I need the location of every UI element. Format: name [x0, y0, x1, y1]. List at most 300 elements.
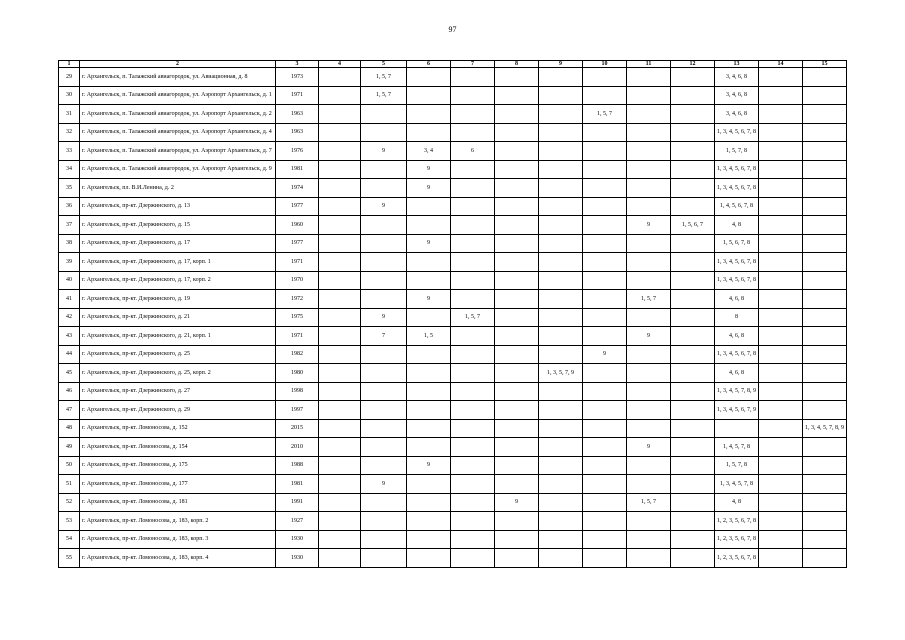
- table-cell: [407, 475, 451, 494]
- column-header-5: 5: [361, 61, 407, 68]
- table-cell: [671, 197, 715, 216]
- table-cell: [539, 271, 583, 290]
- table-cell: 9: [627, 327, 671, 346]
- table-cell: [627, 382, 671, 401]
- table-cell: [583, 197, 627, 216]
- year-cell: 1973: [276, 68, 319, 87]
- table-cell: [451, 549, 495, 568]
- table-cell: [495, 68, 539, 87]
- row-number-cell: 51: [59, 475, 80, 494]
- table-cell: 1, 3, 4, 5, 7, 8, 9: [715, 382, 759, 401]
- table-cell: [627, 475, 671, 494]
- year-cell: 1998: [276, 382, 319, 401]
- table-cell: [319, 105, 361, 124]
- table-cell: [361, 179, 407, 198]
- address-cell: г. Архангельск, п. Талажский авиагородок, ул. Аэропорт Архангельск, д. 9: [80, 160, 276, 179]
- table-cell: 9: [361, 142, 407, 161]
- table-cell: 1, 3, 4, 5, 6, 7, 8: [715, 123, 759, 142]
- table-cell: [407, 438, 451, 457]
- table-cell: [539, 327, 583, 346]
- table-cell: [759, 290, 803, 309]
- row-number-cell: 30: [59, 86, 80, 105]
- table-row: [59, 105, 847, 124]
- table-cell: [319, 456, 361, 475]
- table-cell: [319, 512, 361, 531]
- table-cell: 3, 4: [407, 142, 451, 161]
- table-cell: [671, 179, 715, 198]
- address-cell: г. Архангельск, пр-кт. Ломоносова, д. 183, корп. 2: [80, 512, 276, 531]
- table-cell: [803, 253, 847, 272]
- table-cell: [627, 512, 671, 531]
- table-cell: [539, 86, 583, 105]
- column-header-9: 9: [539, 61, 583, 68]
- table-cell: [319, 197, 361, 216]
- table-cell: [539, 438, 583, 457]
- table-cell: [583, 234, 627, 253]
- table-cell: [407, 345, 451, 364]
- table-cell: [451, 475, 495, 494]
- table-cell: [671, 234, 715, 253]
- table-cell: [407, 530, 451, 549]
- table-cell: [759, 475, 803, 494]
- column-header-15: 15: [803, 61, 847, 68]
- table-cell: [451, 86, 495, 105]
- table-cell: [759, 123, 803, 142]
- row-number-cell: 40: [59, 271, 80, 290]
- table-cell: [319, 68, 361, 87]
- table-cell: [319, 364, 361, 383]
- table-cell: [803, 549, 847, 568]
- table-cell: [759, 68, 803, 87]
- table-cell: [407, 419, 451, 438]
- table-cell: [583, 382, 627, 401]
- table-cell: [495, 86, 539, 105]
- table-cell: [539, 290, 583, 309]
- table-cell: [627, 271, 671, 290]
- table-cell: [583, 549, 627, 568]
- table-cell: [319, 382, 361, 401]
- table-cell: [539, 475, 583, 494]
- table-row: [59, 160, 847, 179]
- table-row: [59, 364, 847, 383]
- table-cell: [319, 327, 361, 346]
- table-cell: [803, 216, 847, 235]
- table-cell: [627, 160, 671, 179]
- table-cell: [715, 419, 759, 438]
- address-cell: г. Архангельск, п. Талажский авиагородок, ул. Аэропорт Архангельск, д. 4: [80, 123, 276, 142]
- table-cell: [361, 438, 407, 457]
- table-cell: [803, 493, 847, 512]
- table-cell: [495, 549, 539, 568]
- table-cell: [627, 253, 671, 272]
- table-cell: [627, 530, 671, 549]
- table-cell: [407, 512, 451, 531]
- table-cell: [759, 160, 803, 179]
- table-row: [59, 345, 847, 364]
- table-cell: [451, 364, 495, 383]
- table-cell: [539, 197, 583, 216]
- table-cell: [539, 308, 583, 327]
- table-cell: 1, 5, 6, 7, 8: [715, 234, 759, 253]
- column-header-13: 13: [715, 61, 759, 68]
- table-cell: [759, 382, 803, 401]
- table-cell: [495, 530, 539, 549]
- table-cell: 1, 5: [407, 327, 451, 346]
- table-cell: 1, 5, 7: [361, 68, 407, 87]
- table-cell: [319, 549, 361, 568]
- table-cell: [803, 142, 847, 161]
- table-cell: [671, 364, 715, 383]
- address-cell: г. Архангельск, пр-кт. Дзержинского, д. 17, корп. 2: [80, 271, 276, 290]
- table-cell: [759, 308, 803, 327]
- year-cell: 2015: [276, 419, 319, 438]
- year-cell: 1997: [276, 401, 319, 420]
- table-row: [59, 308, 847, 327]
- table-cell: [407, 123, 451, 142]
- table-cell: [451, 216, 495, 235]
- table-cell: [451, 456, 495, 475]
- table-cell: [803, 475, 847, 494]
- table-cell: [539, 234, 583, 253]
- table-cell: [495, 401, 539, 420]
- table-cell: [495, 216, 539, 235]
- table-cell: [759, 345, 803, 364]
- table-cell: [583, 253, 627, 272]
- table-cell: [803, 345, 847, 364]
- table-cell: [539, 216, 583, 235]
- table-cell: [803, 160, 847, 179]
- table-cell: 9: [583, 345, 627, 364]
- table-cell: [803, 290, 847, 309]
- year-cell: 1971: [276, 327, 319, 346]
- row-number-cell: 38: [59, 234, 80, 253]
- table-cell: [583, 86, 627, 105]
- address-cell: г. Архангельск, пр-кт. Дзержинского, д. 25: [80, 345, 276, 364]
- year-cell: 1991: [276, 493, 319, 512]
- year-cell: 1930: [276, 530, 319, 549]
- address-cell: г. Архангельск, пр-кт. Ломоносова, д. 183, корп. 3: [80, 530, 276, 549]
- row-number-cell: 45: [59, 364, 80, 383]
- table-cell: [495, 123, 539, 142]
- table-cell: [539, 456, 583, 475]
- table-cell: [361, 493, 407, 512]
- table-cell: [803, 456, 847, 475]
- table-cell: [451, 271, 495, 290]
- table-cell: [407, 382, 451, 401]
- table-cell: [407, 549, 451, 568]
- year-cell: 1982: [276, 345, 319, 364]
- table-cell: [627, 197, 671, 216]
- table-cell: [803, 68, 847, 87]
- table-cell: [407, 105, 451, 124]
- table-row: [59, 234, 847, 253]
- table-cell: [495, 179, 539, 198]
- table-cell: [583, 308, 627, 327]
- table-cell: [539, 419, 583, 438]
- table-cell: [495, 364, 539, 383]
- table-cell: 1, 5, 7: [361, 86, 407, 105]
- table-cell: [583, 216, 627, 235]
- year-cell: 1963: [276, 105, 319, 124]
- row-number-cell: 39: [59, 253, 80, 272]
- table-cell: [407, 401, 451, 420]
- table-cell: [451, 160, 495, 179]
- table-cell: [671, 549, 715, 568]
- table-cell: [361, 401, 407, 420]
- header-row: [59, 61, 847, 68]
- table-cell: [803, 364, 847, 383]
- table-cell: [539, 493, 583, 512]
- table-cell: [495, 419, 539, 438]
- address-cell: г. Архангельск, пр-кт. Ломоносова, д. 152: [80, 419, 276, 438]
- table-cell: 4, 6, 8: [715, 364, 759, 383]
- row-number-cell: 46: [59, 382, 80, 401]
- table-cell: [539, 401, 583, 420]
- column-header-4: 4: [319, 61, 361, 68]
- table-row: [59, 197, 847, 216]
- table-cell: [627, 401, 671, 420]
- year-cell: 1988: [276, 456, 319, 475]
- table-cell: [451, 438, 495, 457]
- table-cell: 1, 2, 3, 5, 6, 7, 8: [715, 512, 759, 531]
- address-cell: г. Архангельск, п. Талажский авиагородок, ул. Авиационная, д. 8: [80, 68, 276, 87]
- table-cell: 9: [407, 456, 451, 475]
- table-cell: [319, 123, 361, 142]
- table-row: [59, 253, 847, 272]
- table-cell: [803, 234, 847, 253]
- table-cell: [583, 327, 627, 346]
- table-row: [59, 530, 847, 549]
- table-cell: [361, 512, 407, 531]
- address-cell: г. Архангельск, пр-кт. Дзержинского, д. 13: [80, 197, 276, 216]
- table-cell: 1, 4, 5, 7, 8: [715, 438, 759, 457]
- table-cell: [319, 142, 361, 161]
- row-number-cell: 36: [59, 197, 80, 216]
- table-row: [59, 456, 847, 475]
- table-cell: 1, 3, 5, 7, 9: [539, 364, 583, 383]
- table-cell: [451, 68, 495, 87]
- table-cell: [627, 179, 671, 198]
- table-cell: [451, 327, 495, 346]
- table-cell: [627, 419, 671, 438]
- table-cell: [671, 142, 715, 161]
- year-cell: 1981: [276, 475, 319, 494]
- table-cell: [583, 530, 627, 549]
- table-cell: 3, 4, 6, 8: [715, 68, 759, 87]
- table-cell: 4, 6, 8: [715, 290, 759, 309]
- table-cell: [361, 345, 407, 364]
- column-header-11: 11: [627, 61, 671, 68]
- table-cell: [583, 512, 627, 531]
- table-cell: [495, 382, 539, 401]
- row-number-cell: 35: [59, 179, 80, 198]
- table-cell: 1, 3, 4, 5, 7, 8, 9: [803, 419, 847, 438]
- table-cell: [627, 105, 671, 124]
- table-cell: [671, 419, 715, 438]
- year-cell: 1976: [276, 142, 319, 161]
- table-cell: [759, 438, 803, 457]
- table-cell: [759, 142, 803, 161]
- table-cell: [451, 530, 495, 549]
- table-cell: [539, 530, 583, 549]
- row-number-cell: 32: [59, 123, 80, 142]
- table-cell: 1, 5, 7: [451, 308, 495, 327]
- table-cell: 1, 2, 3, 5, 6, 7, 8: [715, 530, 759, 549]
- table-cell: [759, 179, 803, 198]
- table-cell: [803, 271, 847, 290]
- row-number-cell: 52: [59, 493, 80, 512]
- table-cell: [803, 438, 847, 457]
- table-cell: [803, 382, 847, 401]
- column-header-3: 3: [276, 61, 319, 68]
- table-cell: [539, 123, 583, 142]
- row-number-cell: 37: [59, 216, 80, 235]
- table-cell: [583, 142, 627, 161]
- table-cell: [671, 327, 715, 346]
- table-cell: [583, 438, 627, 457]
- address-cell: г. Архангельск, пр-кт. Ломоносова, д. 175: [80, 456, 276, 475]
- table-cell: [583, 179, 627, 198]
- table-cell: [451, 401, 495, 420]
- table-cell: [407, 253, 451, 272]
- table-row: [59, 512, 847, 531]
- table-cell: [407, 197, 451, 216]
- table-header: [59, 61, 847, 68]
- table-cell: [627, 234, 671, 253]
- column-header-8: 8: [495, 61, 539, 68]
- table-cell: [319, 308, 361, 327]
- table-cell: [361, 216, 407, 235]
- table-cell: [361, 253, 407, 272]
- row-number-cell: 49: [59, 438, 80, 457]
- table-cell: [407, 364, 451, 383]
- table-cell: [759, 364, 803, 383]
- table-cell: [319, 401, 361, 420]
- table-cell: [361, 105, 407, 124]
- table-cell: [583, 419, 627, 438]
- row-number-cell: 41: [59, 290, 80, 309]
- table-cell: [583, 475, 627, 494]
- table-cell: [451, 419, 495, 438]
- table-cell: 3, 4, 6, 8: [715, 86, 759, 105]
- table-cell: [495, 308, 539, 327]
- table-cell: 1, 5, 7, 8: [715, 142, 759, 161]
- address-cell: г. Архангельск, пр-кт. Ломоносова, д. 181: [80, 493, 276, 512]
- table-row: [59, 475, 847, 494]
- table-cell: [759, 327, 803, 346]
- table-cell: 4, 8: [715, 493, 759, 512]
- table-cell: [319, 253, 361, 272]
- table-cell: [803, 512, 847, 531]
- table-cell: [495, 327, 539, 346]
- column-header-12: 12: [671, 61, 715, 68]
- table-cell: [319, 86, 361, 105]
- table-cell: [759, 419, 803, 438]
- table-row: [59, 438, 847, 457]
- table-cell: [539, 345, 583, 364]
- table-cell: [407, 68, 451, 87]
- table-cell: [319, 234, 361, 253]
- table-cell: [361, 290, 407, 309]
- table-cell: [759, 197, 803, 216]
- table-cell: [627, 86, 671, 105]
- row-number-cell: 43: [59, 327, 80, 346]
- row-number-cell: 48: [59, 419, 80, 438]
- table-cell: [759, 401, 803, 420]
- table-cell: [361, 234, 407, 253]
- table-cell: [451, 382, 495, 401]
- table-cell: 9: [627, 216, 671, 235]
- table-cell: [319, 419, 361, 438]
- address-cell: г. Архангельск, п. Талажский авиагородок, ул. Аэропорт Архангельск, д. 1: [80, 86, 276, 105]
- table-cell: [803, 530, 847, 549]
- table-cell: [671, 438, 715, 457]
- table-cell: 9: [627, 438, 671, 457]
- row-number-cell: 29: [59, 68, 80, 87]
- table-cell: [361, 160, 407, 179]
- table-cell: [539, 179, 583, 198]
- table-row: [59, 493, 847, 512]
- table-cell: [495, 142, 539, 161]
- year-cell: 2010: [276, 438, 319, 457]
- table-cell: [495, 512, 539, 531]
- table-row: [59, 216, 847, 235]
- register-table: [58, 60, 847, 568]
- table-cell: [319, 345, 361, 364]
- table-cell: [495, 234, 539, 253]
- table-cell: [495, 160, 539, 179]
- address-cell: г. Архангельск, пр-кт. Дзержинского, д. 17: [80, 234, 276, 253]
- table-cell: 1, 5, 7: [627, 493, 671, 512]
- table-cell: [407, 308, 451, 327]
- table-cell: [671, 160, 715, 179]
- address-cell: г. Архангельск, пр-кт. Дзержинского, д. 29: [80, 401, 276, 420]
- table-cell: [319, 271, 361, 290]
- year-cell: 1974: [276, 179, 319, 198]
- table-cell: [319, 530, 361, 549]
- address-cell: г. Архангельск, пр-кт. Ломоносова, д. 154: [80, 438, 276, 457]
- table-cell: [539, 253, 583, 272]
- table-cell: [759, 271, 803, 290]
- table-row: [59, 68, 847, 87]
- table-cell: [451, 493, 495, 512]
- table-cell: [451, 197, 495, 216]
- table-cell: [671, 253, 715, 272]
- year-cell: 1971: [276, 86, 319, 105]
- table-cell: [803, 179, 847, 198]
- table-cell: [495, 475, 539, 494]
- year-cell: 1981: [276, 160, 319, 179]
- year-cell: 1930: [276, 549, 319, 568]
- table-cell: 1, 3, 4, 5, 6, 7, 8: [715, 253, 759, 272]
- table-cell: 1, 5, 7: [583, 105, 627, 124]
- year-cell: 1975: [276, 308, 319, 327]
- table-cell: [759, 216, 803, 235]
- table-cell: 1, 5, 7: [627, 290, 671, 309]
- table-cell: [671, 475, 715, 494]
- table-cell: [627, 308, 671, 327]
- address-cell: г. Архангельск, пр-кт. Дзержинского, д. 21, корп. 1: [80, 327, 276, 346]
- table-row: [59, 86, 847, 105]
- row-number-cell: 55: [59, 549, 80, 568]
- table-cell: 9: [407, 179, 451, 198]
- table-cell: 1, 3, 4, 5, 6, 7, 8: [715, 160, 759, 179]
- column-header-6: 6: [407, 61, 451, 68]
- table-cell: [451, 105, 495, 124]
- table-cell: [539, 68, 583, 87]
- table-cell: [583, 456, 627, 475]
- table-cell: [803, 308, 847, 327]
